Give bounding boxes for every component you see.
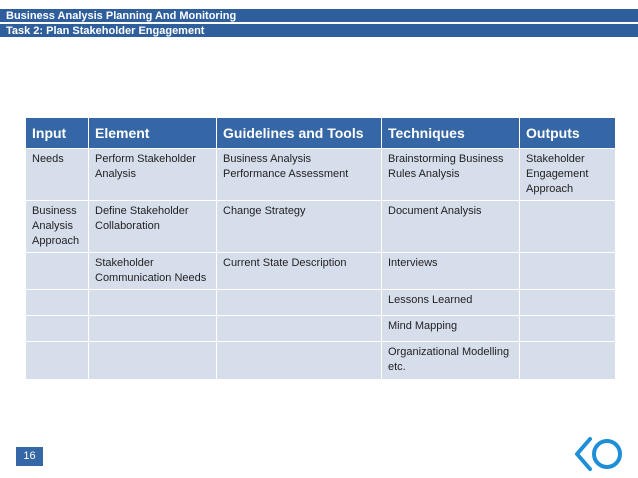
table-cell [89,290,217,316]
table-header-row [26,118,616,149]
table-cell [217,290,382,316]
table-cell: Document Analysis [382,201,520,253]
table-row [26,316,616,342]
table-cell [26,342,89,380]
table-cell [217,316,382,342]
column-header-techniques: Techniques [382,118,520,149]
slide-title: Business Analysis Planning And Monitoring [0,9,638,23]
table-cell [520,253,616,290]
table-cell [26,253,89,290]
column-header-guidelines: Guidelines and Tools [217,118,382,149]
table-cell: Mind Mapping [382,316,520,342]
column-header-element: Element [89,118,217,149]
table-cell [89,342,217,380]
table-cell [520,290,616,316]
table-cell [520,316,616,342]
table-cell: Interviews [382,253,520,290]
table-cell: Current State Description [217,253,382,290]
table-row [26,342,616,380]
table-row [26,149,616,201]
slide-subtitle: Task 2: Plan Stakeholder Engagement [0,24,638,38]
table-cell [520,342,616,380]
column-header-input: Input [26,118,89,149]
table-cell [217,342,382,380]
column-header-outputs: Outputs [520,118,616,149]
stakeholder-engagement-table [25,117,616,380]
table-row [26,290,616,316]
table-cell: Lessons Learned [382,290,520,316]
table-cell [26,316,89,342]
table-cell: Business Analysis Approach [26,201,89,253]
table-cell: Stakeholder Engagement Approach [520,149,616,201]
table-cell [26,290,89,316]
table-cell: Perform Stakeholder Analysis [89,149,217,201]
table-cell: Change Strategy [217,201,382,253]
ko-logo-icon [574,434,624,474]
table-cell: Brainstorming Business Rules Analysis [382,149,520,201]
table-cell: Organizational Modelling etc. [382,342,520,380]
table-cell: Define Stakeholder Collaboration [89,201,217,253]
table-cell: Needs [26,149,89,201]
table-row [26,253,616,290]
table-cell: Stakeholder Communication Needs [89,253,217,290]
table-cell [89,316,217,342]
table-cell: Business Analysis Performance Assessment [217,149,382,201]
table-row [26,201,616,253]
page-number: 16 [16,447,43,466]
table-cell [520,201,616,253]
